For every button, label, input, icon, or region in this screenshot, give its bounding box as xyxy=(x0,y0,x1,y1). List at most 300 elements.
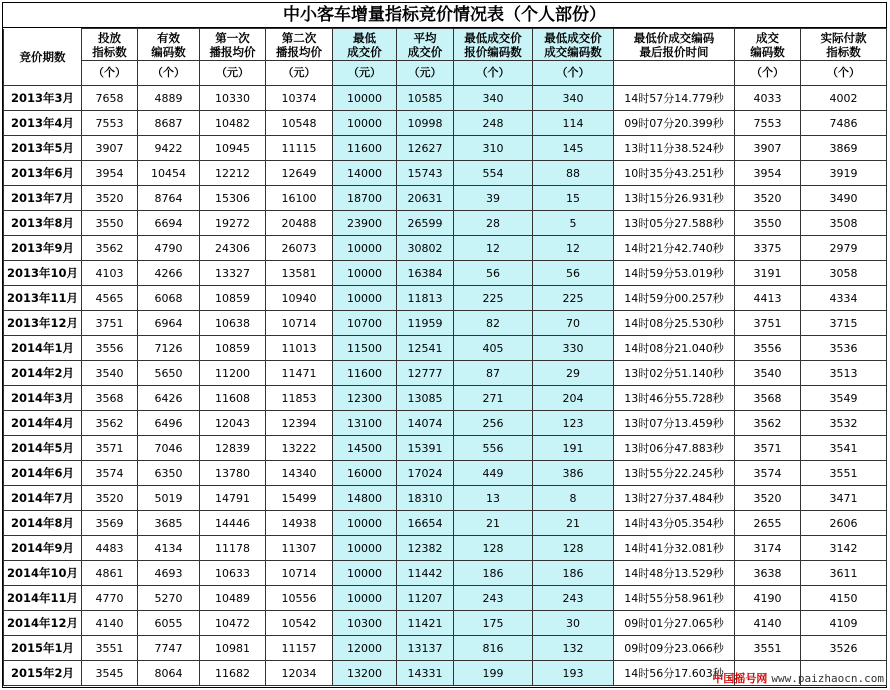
table-cell: 10945 xyxy=(200,136,266,161)
table-cell: 15499 xyxy=(266,486,333,511)
table-cell: 3532 xyxy=(801,411,887,436)
column-header-unit: （个） xyxy=(454,61,533,86)
auction-table xyxy=(3,28,887,686)
table-cell: 12034 xyxy=(266,661,333,686)
table-cell: 3907 xyxy=(82,136,138,161)
table-row xyxy=(4,411,887,436)
table-cell: 10700 xyxy=(333,311,397,336)
column-header-label: 最低成交价 报价编码数 xyxy=(454,29,533,61)
table-cell: 3907 xyxy=(735,136,801,161)
table-cell: 3520 xyxy=(82,186,138,211)
period-cell: 2013年3月 xyxy=(4,86,82,111)
table-row xyxy=(4,286,887,311)
table-cell: 3551 xyxy=(82,636,138,661)
table-cell: 3142 xyxy=(801,536,887,561)
table-cell: 3562 xyxy=(82,411,138,436)
watermark-brand: 中国摇号网 xyxy=(712,672,768,685)
table-cell: 11600 xyxy=(333,361,397,386)
header-row-units xyxy=(4,61,887,86)
table-cell: 10633 xyxy=(200,561,266,586)
table-cell: 3551 xyxy=(801,461,887,486)
table-cell: 15 xyxy=(533,186,614,211)
table-cell: 56 xyxy=(533,261,614,286)
table-cell: 8064 xyxy=(138,661,200,686)
column-header-label: 最低 成交价 xyxy=(333,29,397,61)
table-cell: 3751 xyxy=(735,311,801,336)
period-cell: 2014年8月 xyxy=(4,511,82,536)
table-cell: 14446 xyxy=(200,511,266,536)
table-cell: 10998 xyxy=(397,111,454,136)
table-cell: 10714 xyxy=(266,311,333,336)
table-cell: 14时41分32.081秒 xyxy=(614,536,735,561)
table-cell: 3571 xyxy=(82,436,138,461)
auction-summary-sheet xyxy=(2,2,887,688)
table-cell: 14331 xyxy=(397,661,454,686)
table-cell: 3562 xyxy=(735,411,801,436)
period-cell: 2013年4月 xyxy=(4,111,82,136)
table-cell: 3568 xyxy=(82,386,138,411)
table-cell: 7658 xyxy=(82,86,138,111)
table-cell: 16000 xyxy=(333,461,397,486)
table-cell: 20631 xyxy=(397,186,454,211)
table-cell: 3919 xyxy=(801,161,887,186)
column-header-label: 最低成交价 成交编码数 xyxy=(533,29,614,61)
table-row xyxy=(4,561,887,586)
table-cell: 3685 xyxy=(138,511,200,536)
column-header-unit: （元） xyxy=(266,61,333,86)
table-cell: 10300 xyxy=(333,611,397,636)
table-cell: 2979 xyxy=(801,236,887,261)
table-cell: 4413 xyxy=(735,286,801,311)
period-cell: 2013年12月 xyxy=(4,311,82,336)
table-cell: 225 xyxy=(454,286,533,311)
table-row xyxy=(4,136,887,161)
table-cell: 340 xyxy=(533,86,614,111)
table-body xyxy=(4,86,887,686)
table-cell: 449 xyxy=(454,461,533,486)
table-cell: 145 xyxy=(533,136,614,161)
table-row xyxy=(4,636,887,661)
table-cell: 3536 xyxy=(801,336,887,361)
table-cell: 3568 xyxy=(735,386,801,411)
column-header-label: 有效 编码数 xyxy=(138,29,200,61)
column-header-unit: （个） xyxy=(533,61,614,86)
table-cell: 186 xyxy=(454,561,533,586)
table-cell: 8764 xyxy=(138,186,200,211)
table-cell: 17024 xyxy=(397,461,454,486)
column-header-unit: （个） xyxy=(801,61,887,86)
table-cell: 18310 xyxy=(397,486,454,511)
table-cell: 4693 xyxy=(138,561,200,586)
table-cell: 3549 xyxy=(801,386,887,411)
site-watermark xyxy=(712,670,884,686)
table-cell: 10472 xyxy=(200,611,266,636)
table-cell: 11013 xyxy=(266,336,333,361)
table-cell: 19272 xyxy=(200,211,266,236)
table-row xyxy=(4,586,887,611)
table-cell: 15391 xyxy=(397,436,454,461)
table-cell: 3954 xyxy=(735,161,801,186)
table-cell: 2655 xyxy=(735,511,801,536)
table-cell: 4134 xyxy=(138,536,200,561)
table-cell: 10859 xyxy=(200,286,266,311)
table-cell: 14800 xyxy=(333,486,397,511)
table-cell: 3545 xyxy=(82,661,138,686)
column-header-label: 成交 编码数 xyxy=(735,29,801,61)
table-cell: 26599 xyxy=(397,211,454,236)
table-cell: 7747 xyxy=(138,636,200,661)
table-cell: 12000 xyxy=(333,636,397,661)
table-cell: 3058 xyxy=(801,261,887,286)
table-cell: 3508 xyxy=(801,211,887,236)
table-cell: 7553 xyxy=(735,111,801,136)
table-cell: 4150 xyxy=(801,586,887,611)
table-cell: 3520 xyxy=(735,186,801,211)
table-cell: 13时11分38.524秒 xyxy=(614,136,735,161)
table-cell: 39 xyxy=(454,186,533,211)
table-cell: 14时08分21.040秒 xyxy=(614,336,735,361)
table-cell: 11200 xyxy=(200,361,266,386)
table-cell: 256 xyxy=(454,411,533,436)
table-cell: 13时27分37.484秒 xyxy=(614,486,735,511)
table-cell: 11608 xyxy=(200,386,266,411)
period-cell: 2014年7月 xyxy=(4,486,82,511)
table-cell: 12043 xyxy=(200,411,266,436)
table-cell: 3520 xyxy=(735,486,801,511)
period-cell: 2014年1月 xyxy=(4,336,82,361)
table-cell: 3541 xyxy=(801,436,887,461)
table-cell: 12212 xyxy=(200,161,266,186)
table-row xyxy=(4,211,887,236)
table-cell: 10000 xyxy=(333,536,397,561)
table-cell: 14时08分25.530秒 xyxy=(614,311,735,336)
table-cell: 14938 xyxy=(266,511,333,536)
table-cell: 10859 xyxy=(200,336,266,361)
table-cell: 82 xyxy=(454,311,533,336)
table-cell: 3551 xyxy=(735,636,801,661)
table-cell: 10714 xyxy=(266,561,333,586)
column-header-unit: （元） xyxy=(333,61,397,86)
table-cell: 10542 xyxy=(266,611,333,636)
table-cell: 13时05分27.588秒 xyxy=(614,211,735,236)
table-cell: 30802 xyxy=(397,236,454,261)
table-cell: 3550 xyxy=(735,211,801,236)
column-header-unit: （个） xyxy=(82,61,138,86)
table-cell: 10时35分43.251秒 xyxy=(614,161,735,186)
table-cell: 11853 xyxy=(266,386,333,411)
period-cell: 2013年8月 xyxy=(4,211,82,236)
table-cell: 10374 xyxy=(266,86,333,111)
table-cell: 191 xyxy=(533,436,614,461)
table-cell: 4190 xyxy=(735,586,801,611)
table-cell: 3751 xyxy=(82,311,138,336)
table-cell: 56 xyxy=(454,261,533,286)
table-cell: 123 xyxy=(533,411,614,436)
table-cell: 70 xyxy=(533,311,614,336)
table-cell: 4889 xyxy=(138,86,200,111)
table-cell: 5019 xyxy=(138,486,200,511)
table-cell: 3540 xyxy=(735,361,801,386)
table-cell: 11178 xyxy=(200,536,266,561)
column-header-unit: （个） xyxy=(735,61,801,86)
table-cell: 11959 xyxy=(397,311,454,336)
table-cell: 10638 xyxy=(200,311,266,336)
column-header-label: 实际付款 指标数 xyxy=(801,29,887,61)
table-row xyxy=(4,311,887,336)
table-cell: 193 xyxy=(533,661,614,686)
table-cell: 5650 xyxy=(138,361,200,386)
table-cell: 225 xyxy=(533,286,614,311)
table-cell: 28 xyxy=(454,211,533,236)
period-cell: 2014年2月 xyxy=(4,361,82,386)
table-cell: 9422 xyxy=(138,136,200,161)
table-cell: 13327 xyxy=(200,261,266,286)
table-cell: 556 xyxy=(454,436,533,461)
table-cell: 3869 xyxy=(801,136,887,161)
table-cell: 5 xyxy=(533,211,614,236)
table-cell: 3715 xyxy=(801,311,887,336)
table-cell: 6055 xyxy=(138,611,200,636)
period-cell: 2014年10月 xyxy=(4,561,82,586)
table-cell: 10482 xyxy=(200,111,266,136)
table-cell: 11500 xyxy=(333,336,397,361)
table-cell: 3571 xyxy=(735,436,801,461)
table-cell: 128 xyxy=(533,536,614,561)
table-cell: 12649 xyxy=(266,161,333,186)
table-cell: 21 xyxy=(454,511,533,536)
table-cell: 13200 xyxy=(333,661,397,686)
table-cell: 11813 xyxy=(397,286,454,311)
table-cell: 4861 xyxy=(82,561,138,586)
table-cell: 16100 xyxy=(266,186,333,211)
table-cell: 6426 xyxy=(138,386,200,411)
period-cell: 2014年5月 xyxy=(4,436,82,461)
table-cell: 10000 xyxy=(333,286,397,311)
table-cell: 175 xyxy=(454,611,533,636)
table-cell: 13222 xyxy=(266,436,333,461)
sheet-title: 中小客车增量指标竞价情况表（个人部份） xyxy=(3,3,886,28)
column-header-unit: （元） xyxy=(397,61,454,86)
table-cell: 18700 xyxy=(333,186,397,211)
table-cell: 4109 xyxy=(801,611,887,636)
period-cell: 2014年4月 xyxy=(4,411,82,436)
table-row xyxy=(4,461,887,486)
period-cell: 2014年12月 xyxy=(4,611,82,636)
table-cell: 10000 xyxy=(333,236,397,261)
table-row xyxy=(4,536,887,561)
table-cell: 271 xyxy=(454,386,533,411)
table-cell: 3550 xyxy=(82,211,138,236)
table-cell: 3375 xyxy=(735,236,801,261)
column-header-unit: （个） xyxy=(138,61,200,86)
table-cell: 3471 xyxy=(801,486,887,511)
table-cell: 12394 xyxy=(266,411,333,436)
table-cell: 4140 xyxy=(735,611,801,636)
table-cell: 24306 xyxy=(200,236,266,261)
table-cell: 4334 xyxy=(801,286,887,311)
table-cell: 3520 xyxy=(82,486,138,511)
table-cell: 3191 xyxy=(735,261,801,286)
table-cell: 20488 xyxy=(266,211,333,236)
table-cell: 14时48分13.529秒 xyxy=(614,561,735,586)
table-cell: 204 xyxy=(533,386,614,411)
column-header-label: 第二次 播报均价 xyxy=(266,29,333,61)
table-row xyxy=(4,436,887,461)
table-cell: 10000 xyxy=(333,586,397,611)
table-cell: 10330 xyxy=(200,86,266,111)
table-cell: 8 xyxy=(533,486,614,511)
table-cell: 5270 xyxy=(138,586,200,611)
table-cell: 11207 xyxy=(397,586,454,611)
table-cell: 11307 xyxy=(266,536,333,561)
table-row xyxy=(4,261,887,286)
table-cell: 30 xyxy=(533,611,614,636)
table-cell: 6964 xyxy=(138,311,200,336)
table-row xyxy=(4,86,887,111)
table-cell: 12382 xyxy=(397,536,454,561)
table-cell: 11421 xyxy=(397,611,454,636)
table-cell: 23900 xyxy=(333,211,397,236)
table-cell: 11682 xyxy=(200,661,266,686)
table-row xyxy=(4,386,887,411)
table-cell: 6694 xyxy=(138,211,200,236)
table-cell: 3556 xyxy=(735,336,801,361)
table-cell: 12300 xyxy=(333,386,397,411)
table-cell: 14时21分42.740秒 xyxy=(614,236,735,261)
table-cell: 3611 xyxy=(801,561,887,586)
table-cell: 10454 xyxy=(138,161,200,186)
table-cell: 4266 xyxy=(138,261,200,286)
period-cell: 2015年1月 xyxy=(4,636,82,661)
table-cell: 6068 xyxy=(138,286,200,311)
table-row xyxy=(4,611,887,636)
table-cell: 10940 xyxy=(266,286,333,311)
table-cell: 243 xyxy=(533,586,614,611)
table-cell: 13时02分51.140秒 xyxy=(614,361,735,386)
table-cell: 09时07分20.399秒 xyxy=(614,111,735,136)
table-cell: 12541 xyxy=(397,336,454,361)
table-cell: 10000 xyxy=(333,511,397,536)
table-cell: 248 xyxy=(454,111,533,136)
table-cell: 14时59分53.019秒 xyxy=(614,261,735,286)
table-cell: 7126 xyxy=(138,336,200,361)
table-cell: 15743 xyxy=(397,161,454,186)
table-cell: 10000 xyxy=(333,86,397,111)
table-cell: 10981 xyxy=(200,636,266,661)
table-cell: 4770 xyxy=(82,586,138,611)
table-cell: 13137 xyxy=(397,636,454,661)
table-cell: 3513 xyxy=(801,361,887,386)
table-cell: 4033 xyxy=(735,86,801,111)
table-cell: 13时06分47.883秒 xyxy=(614,436,735,461)
period-cell: 2014年11月 xyxy=(4,586,82,611)
watermark-url: www.paizhaocn.com xyxy=(771,672,884,685)
table-cell: 13085 xyxy=(397,386,454,411)
table-cell: 16384 xyxy=(397,261,454,286)
table-cell: 3490 xyxy=(801,186,887,211)
period-cell: 2014年9月 xyxy=(4,536,82,561)
table-cell: 3540 xyxy=(82,361,138,386)
table-cell: 14791 xyxy=(200,486,266,511)
period-cell: 2013年10月 xyxy=(4,261,82,286)
period-cell: 2014年6月 xyxy=(4,461,82,486)
table-cell: 3562 xyxy=(82,236,138,261)
table-cell: 14000 xyxy=(333,161,397,186)
table-cell: 114 xyxy=(533,111,614,136)
table-cell: 13581 xyxy=(266,261,333,286)
table-cell: 3638 xyxy=(735,561,801,586)
table-cell: 7046 xyxy=(138,436,200,461)
table-cell: 26073 xyxy=(266,236,333,261)
table-cell: 4002 xyxy=(801,86,887,111)
period-cell: 2013年6月 xyxy=(4,161,82,186)
table-cell: 12777 xyxy=(397,361,454,386)
table-row xyxy=(4,236,887,261)
table-cell: 4103 xyxy=(82,261,138,286)
period-cell: 2013年5月 xyxy=(4,136,82,161)
table-cell: 13780 xyxy=(200,461,266,486)
period-cell: 2013年7月 xyxy=(4,186,82,211)
column-header-label: 平均 成交价 xyxy=(397,29,454,61)
table-cell: 13时07分13.459秒 xyxy=(614,411,735,436)
table-cell: 4790 xyxy=(138,236,200,261)
table-cell: 14时59分00.257秒 xyxy=(614,286,735,311)
period-cell: 2013年9月 xyxy=(4,236,82,261)
table-cell: 12627 xyxy=(397,136,454,161)
table-cell: 554 xyxy=(454,161,533,186)
table-cell: 88 xyxy=(533,161,614,186)
table-cell: 128 xyxy=(454,536,533,561)
table-cell: 12 xyxy=(454,236,533,261)
table-cell: 11600 xyxy=(333,136,397,161)
table-cell: 7486 xyxy=(801,111,887,136)
table-cell: 29 xyxy=(533,361,614,386)
table-cell: 13时55分22.245秒 xyxy=(614,461,735,486)
table-row xyxy=(4,511,887,536)
table-cell: 4140 xyxy=(82,611,138,636)
column-header-label: 投放 指标数 xyxy=(82,29,138,61)
table-cell: 199 xyxy=(454,661,533,686)
table-cell: 14340 xyxy=(266,461,333,486)
header-row-labels xyxy=(4,29,887,61)
table-cell: 13 xyxy=(454,486,533,511)
table-cell: 14074 xyxy=(397,411,454,436)
period-cell: 2015年2月 xyxy=(4,661,82,686)
table-row xyxy=(4,186,887,211)
table-cell: 6496 xyxy=(138,411,200,436)
table-cell: 10585 xyxy=(397,86,454,111)
table-cell: 816 xyxy=(454,636,533,661)
table-cell: 6350 xyxy=(138,461,200,486)
table-cell: 340 xyxy=(454,86,533,111)
period-cell: 2014年3月 xyxy=(4,386,82,411)
table-cell: 13时15分26.931秒 xyxy=(614,186,735,211)
table-cell: 310 xyxy=(454,136,533,161)
table-cell: 14时55分58.961秒 xyxy=(614,586,735,611)
table-cell: 10000 xyxy=(333,261,397,286)
table-cell: 3569 xyxy=(82,511,138,536)
table-cell: 21 xyxy=(533,511,614,536)
table-cell: 11471 xyxy=(266,361,333,386)
table-cell: 7553 xyxy=(82,111,138,136)
table-cell: 09时01分27.065秒 xyxy=(614,611,735,636)
table-cell: 15306 xyxy=(200,186,266,211)
table-cell: 12 xyxy=(533,236,614,261)
table-row xyxy=(4,486,887,511)
column-header-label: 第一次 播报均价 xyxy=(200,29,266,61)
table-cell: 12839 xyxy=(200,436,266,461)
table-row xyxy=(4,161,887,186)
